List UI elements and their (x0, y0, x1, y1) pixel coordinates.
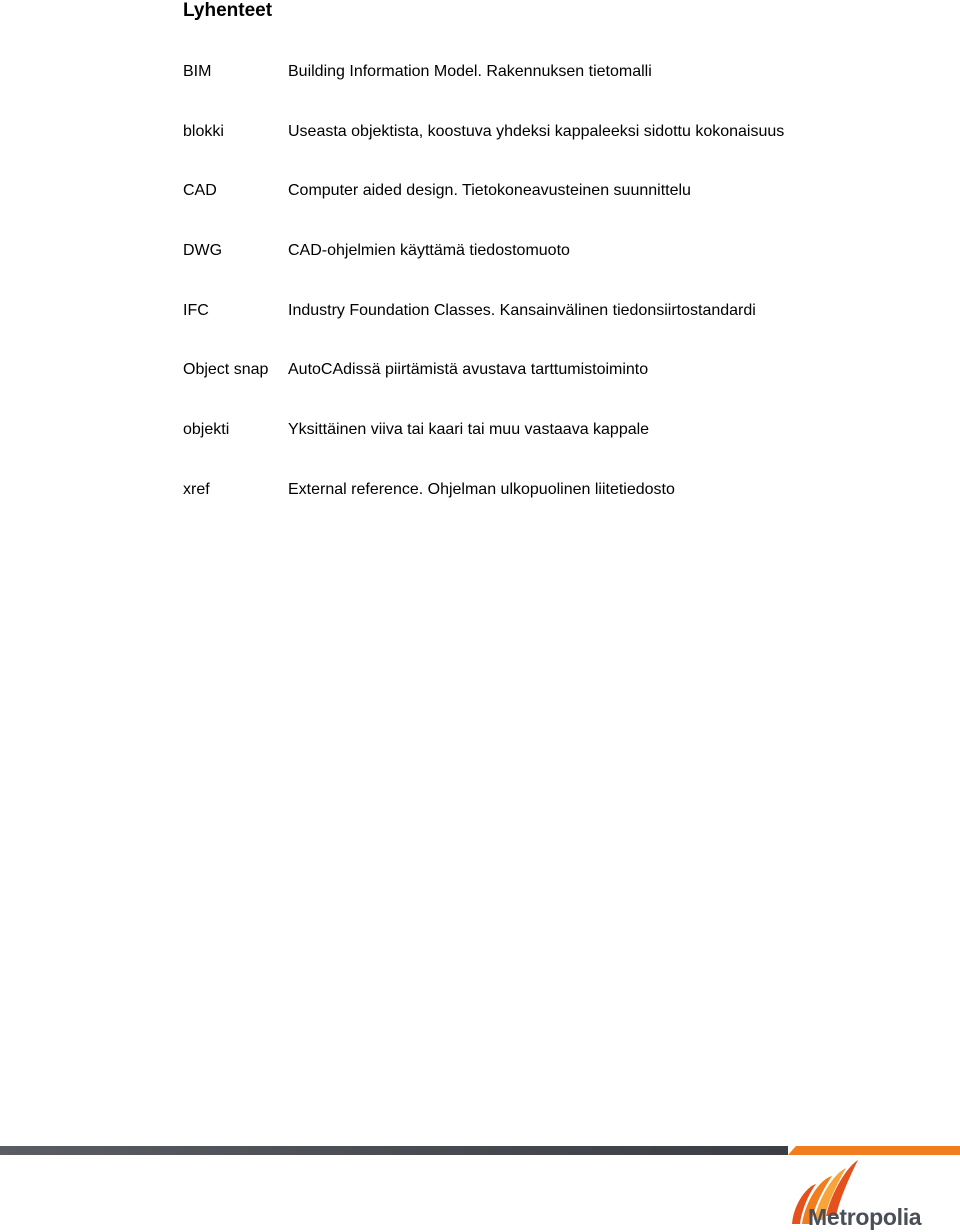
abbreviation-row (183, 62, 903, 122)
abbreviation-definition: Industry Foundation Classes. Kansainvälinen tiedonsiirtostandardi (288, 301, 756, 319)
abbreviation-term: objekti (183, 421, 230, 439)
abbreviation-definition: Useasta objektista, koostuva yhdeksi kappaleeksi sidottu kokonaisuus (288, 122, 785, 140)
abbreviation-term: Object snap (183, 361, 269, 379)
abbreviation-term: blokki (183, 122, 224, 140)
abbreviation-definition: External reference. Ohjelman ulkopuolinen liitetiedosto (288, 480, 675, 498)
abbreviation-term: IFC (183, 301, 209, 319)
footer-band-gray (0, 1146, 788, 1155)
abbreviation-row (183, 241, 903, 301)
abbreviation-term: BIM (183, 63, 212, 80)
abbreviation-definition: AutoCAdissä piirtämistä avustava tarttumistoiminto (288, 361, 649, 379)
abbreviation-term: DWG (183, 242, 223, 260)
abbreviation-definition: Building Information Model. Rakennuksen tietomalli (288, 63, 652, 80)
abbreviation-term: xref (183, 480, 210, 498)
abbreviation-row (183, 420, 903, 480)
abbreviation-row (183, 181, 903, 241)
logo-wordmark: Metropolia (808, 1204, 922, 1230)
abbreviation-list (183, 62, 903, 540)
abbreviation-definition: Computer aided design. Tietokoneavusteinen suunnittelu (288, 182, 691, 200)
abbreviation-row (183, 480, 903, 540)
footer-band-orange (788, 1146, 960, 1155)
abbreviation-definition: Yksittäinen viiva tai kaari tai muu vastaava kappale (288, 421, 650, 439)
abbreviation-term: CAD (183, 182, 217, 200)
abbreviation-definition: CAD-ohjelmien käyttämä tiedostomuoto (288, 242, 570, 260)
page-title: Lyhenteet (183, 0, 273, 21)
abbreviation-row (183, 360, 903, 420)
abbreviation-row (183, 301, 903, 361)
abbreviation-row (183, 122, 903, 182)
